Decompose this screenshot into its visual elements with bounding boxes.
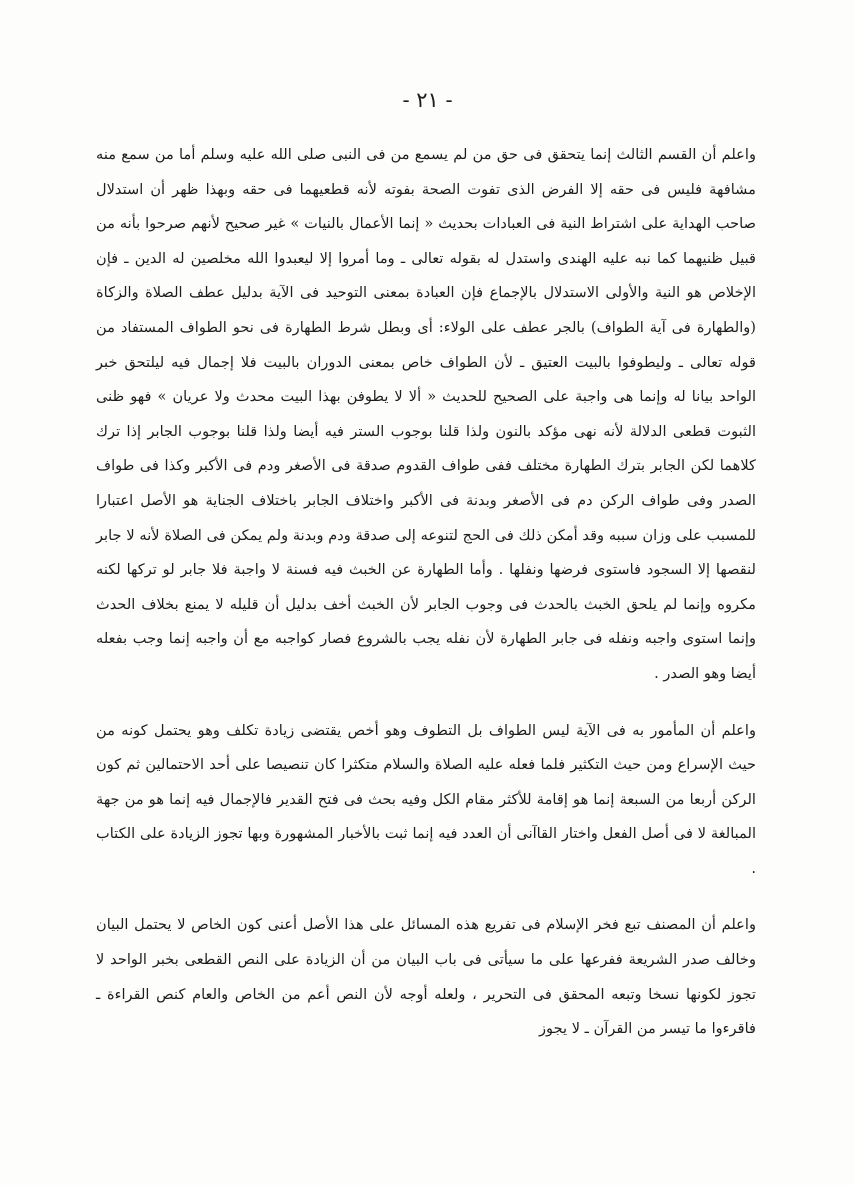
paragraph-1: واعلم أن القسم الثالث إنما يتحقق فى حق من لم يسمع من فى النبى صلى الله عليه وسلم أما من سمع منه مشافهة فليس فى حقه إلا الفرض الذى تفوت الصحة بفوته لأنه قطعيهما فى حقه وبهذا ظهر أن استدلال صاحب الهداية على اشتراط النية فى العبادات بحديث « إنما الأعمال بالنيات » غير صحيح لأنهم صرحوا بأنه من قبيل ظنيهما كما نبه عليه الهندى واستدل له بقوله تعالى ـ وما أمروا إلا ليعبدوا الله مخلصين له الدين ـ فإن الإخلاص هو النية والأولى الاستدلال بالإجماع فإن العبادة بمعنى التوحيد فى الآية بدليل عطف الصلاة والزكاة (والطهارة فى آية الطواف) بالجر عطف على الولاء: أى وبطل شرط الطهارة فى نحو الطواف المستفاد من قوله تعالى ـ وليطوفوا بالبيت العتيق ـ لأن الطواف خاص بمعنى الدوران بالبيت فلا إجمال فيه ليلتحق خبر الواحد بيانا له وإنما هى واجبة على الصحيح للحديث « ألا لا يطوفن بهذا البيت محدث ولا عريان » فهو ظنى الثبوت قطعى الدلالة لأنه نهى مؤكد بالنون ولذا قلنا بوجوب الستر فيه أيضا ولذا قلنا بوجوب الجابر إذا ترك كلاهما لكن الجابر بترك الطهارة مختلف ففى طواف القدوم صدقة فى الأصغر ودم فى الأكبر وكذا فى طواف الصدر وفى طواف الركن دم فى الأصغر وبدنة فى الأكبر واختلاف الجابر باختلاف الجناية هو الأصل اعتبارا للمسبب على وزان سببه وقد أمكن ذلك فى الحج لتنوعه إلى صدقة ودم وبدنة ولم يمكن فى الصلاة لأنه لا جابر لنقصها إلا السجود فاستوى فرضها ونفلها . وأما الطهارة عن الخبث فيه فسنة لا واجبة فلا جابر لو تركها لكنه مكروه وإنما لم يلحق الخبث بالحدث فى وجوب الجابر لأن الخبث أخف بدليل أن قليله لا يمنع بخلاف الحدث وإنما استوى واجبه ونفله فى جابر الطهارة لأن نفله يجب بالشروع فصار كواجبه مع أن واجبه إنما وجب بفعله أيضا وهو الصدر . bbox=[96, 146, 756, 682]
paragraph-3: واعلم أن المصنف تبع فخر الإسلام فى تفريع هذه المسائل على هذا الأصل أعنى كون الخاص لا يحتمل البيان وخالف صدر الشريعة ففرعها على ما سيأتى فى باب البيان من أن الزيادة على النص القطعى بخبر الواحد لا تجوز لكونها نسخا وتبعه المحقق فى التحرير ، ولعله أوجه لأن النص أعم من الخاص والعام كنص القراءة ـ فاقرءوا ما تيسر من القرآن ـ لا يجوز bbox=[96, 916, 756, 1038]
page-number: - ٢١ - bbox=[402, 88, 453, 112]
page-body bbox=[96, 138, 756, 1047]
paragraph-2: واعلم أن المأمور به فى الآية ليس الطواف بل التطوف وهو أخص يقتضى زيادة تكلف وهو يحتمل كونه من حيث الإسراع ومن حيث التكثير فلما فعله عليه الصلاة والسلام متكثرا كان تنصيصا على أحد الاحتمالين ثم كون الركن أربعا من السبعة إنما هو إقامة للأكثر مقام الكل وفيه بحث فى فتح القدير فالإجمال فيه إنما هو من جهة المبالغة لا فى أصل الفعل واختار القاآنى أن العدد فيه إنما ثبت بالأخبار المشهورة وبها تجوز الزيادة على الكتاب . bbox=[96, 721, 757, 877]
